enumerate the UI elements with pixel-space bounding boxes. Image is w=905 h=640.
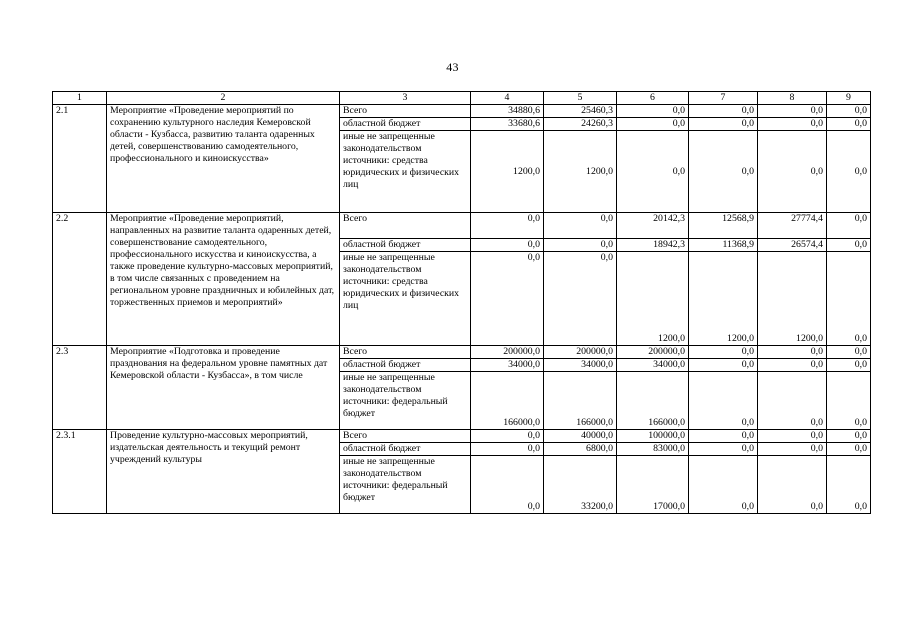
value: 33680,6 <box>508 118 540 129</box>
value-cell <box>544 252 617 346</box>
value: 20142,3 <box>653 213 685 224</box>
value-cell <box>827 105 871 118</box>
funding-source: иные не запрещенные законодательством источники: средства юридических и физических лиц <box>340 252 471 346</box>
value: 0,0 <box>854 118 867 129</box>
value: 0,0 <box>854 213 867 224</box>
value-cell <box>617 118 689 131</box>
value-cell <box>617 372 689 430</box>
row-description: Мероприятие «Проведение мероприятий, направленных на развитие таланта одаренных детей, совершенствование самодеятельного, профессионального искусства и киноискусства, а также проведение культурно-массовых мероприятий, в том числе связанных с проведением на региональном уровне праздничных и юбилейных дат, торжественных приемов и мероприятий» <box>107 213 340 346</box>
value-cell <box>544 105 617 118</box>
value-cell <box>689 456 758 514</box>
value: 1200,0 <box>796 333 823 344</box>
value-cell <box>617 239 689 252</box>
value: 0,0 <box>741 118 754 129</box>
value-cell <box>544 131 617 213</box>
funding-source: областной бюджет <box>340 118 471 131</box>
value-cell <box>689 239 758 252</box>
value: 0,0 <box>810 346 823 357</box>
value-cell <box>544 239 617 252</box>
value-cell <box>617 430 689 443</box>
value-cell <box>471 105 544 118</box>
value-cell <box>544 118 617 131</box>
value: 166000,0 <box>576 417 613 428</box>
value: 40000,0 <box>581 430 613 441</box>
value: 34000,0 <box>653 359 685 370</box>
value-cell <box>544 346 617 359</box>
value: 0,0 <box>810 417 823 428</box>
value-cell <box>471 456 544 514</box>
value-cell <box>471 252 544 346</box>
row-description: Мероприятие «Проведение мероприятий по сохранению культурного наследия Кемеровской области - Кузбасса, развитию таланта одаренных детей, совершенствованию самодеятельного, профессионального и киноискусства» <box>107 105 340 213</box>
column-header: 6 <box>617 92 689 105</box>
value: 0,0 <box>810 501 823 512</box>
value-cell <box>544 456 617 514</box>
value: 26574,4 <box>791 239 823 250</box>
value-cell <box>544 213 617 239</box>
value: 0,0 <box>527 213 540 224</box>
row-code: 2.3.1 <box>53 430 107 514</box>
value: 0,0 <box>672 118 685 129</box>
value-cell <box>827 239 871 252</box>
value: 166000,0 <box>503 417 540 428</box>
value: 17000,0 <box>653 501 685 512</box>
value-cell <box>758 346 827 359</box>
value-cell <box>689 118 758 131</box>
value-cell <box>471 213 544 239</box>
funding-source: иные не запрещенные законодательством источники: федеральный бюджет <box>340 456 471 514</box>
value-cell <box>758 252 827 346</box>
funding-source: иные не запрещенные законодательством источники: средства юридических и физических лиц <box>340 131 471 213</box>
value-cell <box>617 213 689 239</box>
value-cell <box>471 239 544 252</box>
value: 34000,0 <box>581 359 613 370</box>
value: 0,0 <box>527 501 540 512</box>
value-cell <box>827 443 871 456</box>
value-cell <box>689 105 758 118</box>
value: 0,0 <box>741 417 754 428</box>
value: 0,0 <box>741 105 754 116</box>
funding-source: областной бюджет <box>340 443 471 456</box>
value: 0,0 <box>810 443 823 454</box>
value: 0,0 <box>741 359 754 370</box>
value-cell <box>617 346 689 359</box>
value: 1200,0 <box>513 165 540 177</box>
value: 12568,9 <box>722 213 754 224</box>
table-row <box>53 346 871 359</box>
value: 25460,3 <box>581 105 613 116</box>
column-header: 9 <box>827 92 871 105</box>
row-code: 2.1 <box>53 105 107 213</box>
value: 0,0 <box>854 239 867 250</box>
row-description: Мероприятие «Подготовка и проведение празднования на федеральном уровне памятных дат Кемеровской области - Кузбасса», в том числе <box>107 346 340 430</box>
value: 0,0 <box>741 346 754 357</box>
value-cell <box>827 359 871 372</box>
value: 0,0 <box>672 105 685 116</box>
value-cell <box>827 252 871 346</box>
value-cell <box>827 456 871 514</box>
value: 1200,0 <box>586 165 613 177</box>
value: 11368,9 <box>722 239 754 250</box>
value: 6800,0 <box>586 443 613 454</box>
value-cell <box>617 443 689 456</box>
value-cell <box>471 443 544 456</box>
value: 34880,6 <box>508 105 540 116</box>
value: 0,0 <box>854 105 867 116</box>
value-cell <box>758 213 827 239</box>
value: 0,0 <box>810 105 823 116</box>
value: 0,0 <box>854 359 867 370</box>
value-cell <box>689 252 758 346</box>
value: 200000,0 <box>576 346 613 357</box>
value: 0,0 <box>527 443 540 454</box>
value: 0,0 <box>854 430 867 441</box>
row-code: 2.3 <box>53 346 107 430</box>
value-cell <box>689 372 758 430</box>
table-row <box>53 430 871 443</box>
value-cell <box>758 105 827 118</box>
value: 0,0 <box>741 443 754 454</box>
row-code: 2.2 <box>53 213 107 346</box>
funding-source: Всего <box>340 346 471 359</box>
value: 33200,0 <box>581 501 613 512</box>
value-cell <box>758 430 827 443</box>
value: 0,0 <box>854 443 867 454</box>
value-cell <box>471 131 544 213</box>
value-cell <box>827 131 871 213</box>
value: 0,0 <box>810 118 823 129</box>
value-cell <box>689 131 758 213</box>
value-cell <box>689 359 758 372</box>
value-cell <box>617 456 689 514</box>
value: 100000,0 <box>648 430 685 441</box>
funding-source: Всего <box>340 430 471 443</box>
value: 0,0 <box>600 213 613 224</box>
value-cell <box>689 443 758 456</box>
row-description: Проведение культурно-массовых мероприятий, издательская деятельность и текущий ремонт учреждений культуры <box>107 430 340 514</box>
header-row <box>53 92 871 105</box>
value-cell <box>827 346 871 359</box>
funding-source: областной бюджет <box>340 359 471 372</box>
value-cell <box>689 346 758 359</box>
funding-source: областной бюджет <box>340 239 471 252</box>
value-cell <box>617 359 689 372</box>
value: 200000,0 <box>648 346 685 357</box>
value: 0,0 <box>600 239 613 250</box>
value-top: 0,0 <box>600 252 613 263</box>
value: 0,0 <box>672 165 685 177</box>
funding-source: иные не запрещенные законодательством источники: федеральный бюджет <box>340 372 471 430</box>
value: 0,0 <box>854 346 867 357</box>
value-cell <box>471 430 544 443</box>
value: 0,0 <box>854 417 867 428</box>
value-cell <box>827 118 871 131</box>
value: 0,0 <box>854 501 867 512</box>
value: 83000,0 <box>653 443 685 454</box>
value: 0,0 <box>854 165 867 177</box>
value-cell <box>758 131 827 213</box>
value: 0,0 <box>810 430 823 441</box>
value: 0,0 <box>527 430 540 441</box>
value-cell <box>827 372 871 430</box>
value: 18942,3 <box>653 239 685 250</box>
column-header: 8 <box>758 92 827 105</box>
value: 0,0 <box>527 239 540 250</box>
value: 0,0 <box>810 359 823 370</box>
value: 200000,0 <box>503 346 540 357</box>
value-cell <box>758 443 827 456</box>
value: 0,0 <box>741 430 754 441</box>
value-cell <box>544 372 617 430</box>
value-cell <box>758 239 827 252</box>
page-number: 43 <box>446 60 459 74</box>
value-cell <box>758 372 827 430</box>
funding-source: Всего <box>340 213 471 239</box>
value-cell <box>471 118 544 131</box>
value-cell <box>471 359 544 372</box>
budget-table <box>52 91 871 514</box>
value-cell <box>827 213 871 239</box>
value-cell <box>617 252 689 346</box>
value-cell <box>689 213 758 239</box>
table-row <box>53 105 871 118</box>
value-cell <box>471 346 544 359</box>
value: 0,0 <box>810 165 823 177</box>
value-cell <box>758 359 827 372</box>
value: 0,0 <box>741 165 754 177</box>
value-cell <box>544 443 617 456</box>
value-top: 0,0 <box>527 252 540 263</box>
value-cell <box>758 456 827 514</box>
column-header: 7 <box>689 92 758 105</box>
value-cell <box>471 372 544 430</box>
value: 0,0 <box>741 501 754 512</box>
column-header: 4 <box>471 92 544 105</box>
table-row <box>53 213 871 239</box>
column-header: 5 <box>544 92 617 105</box>
value: 34000,0 <box>508 359 540 370</box>
value: 1200,0 <box>727 333 754 344</box>
column-header: 2 <box>107 92 340 105</box>
value-cell <box>827 430 871 443</box>
value-cell <box>544 359 617 372</box>
value-cell <box>758 118 827 131</box>
value-cell <box>617 131 689 213</box>
value: 24260,3 <box>581 118 613 129</box>
value-cell <box>689 430 758 443</box>
value-cell <box>544 430 617 443</box>
column-header: 3 <box>340 92 471 105</box>
value: 166000,0 <box>648 417 685 428</box>
value: 27774,4 <box>791 213 823 224</box>
column-header: 1 <box>53 92 107 105</box>
value-cell <box>617 105 689 118</box>
value: 1200,0 <box>658 333 685 344</box>
funding-source: Всего <box>340 105 471 118</box>
value: 0,0 <box>854 333 867 344</box>
